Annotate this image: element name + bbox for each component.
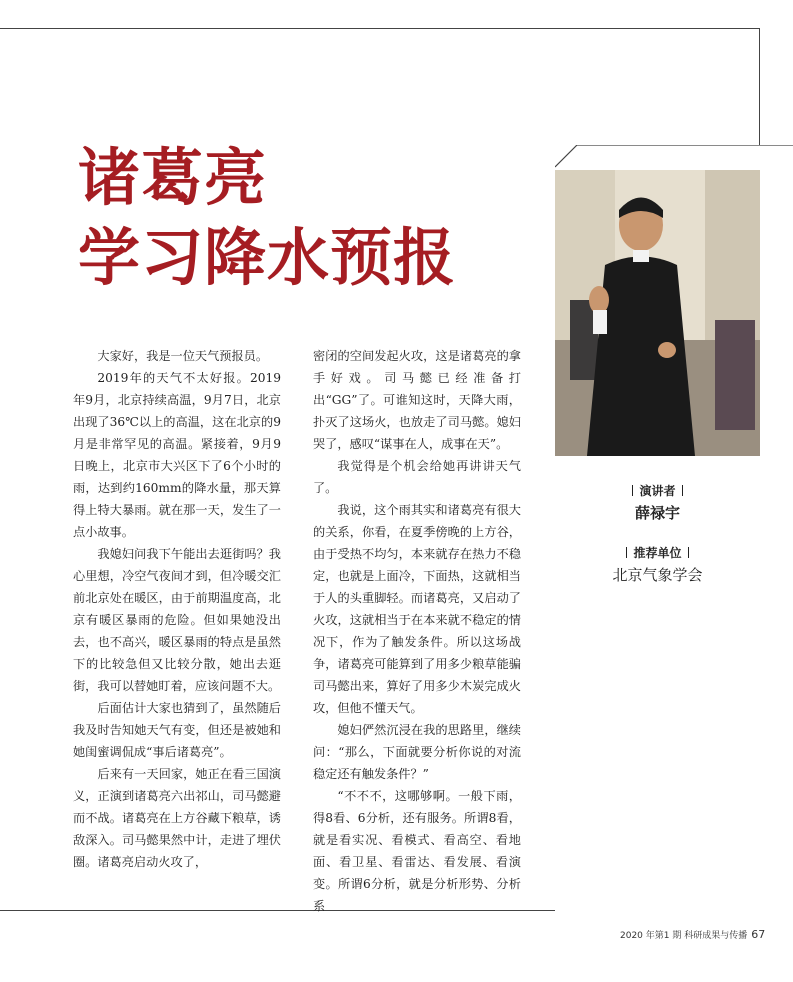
paragraph: 密闭的空间发起火攻，这是诸葛亮的拿手好戏。司马懿已经准备打出“GG”了。可谁知这时，天降大雨，扑灭了这场火，也放走了司马懿。媳妇哭了，感叹“谋事在人，成事在天”。 [313, 349, 521, 451]
article-title [78, 138, 456, 298]
speaker-name: 薛禄宇 [634, 504, 680, 522]
paragraph: 我媳妇问我下午能出去逛街吗？我心里想，冷空气夜间才到，但冷暖交汇前北京处在暖区，由于前期温度高，北京有暖区暴雨的危险。但如果她没出去，也不高兴，暖区暴雨的特点是虽然下的比较急但又比较分散，她出去逛街，我可以替她盯着，应该问题不大。 [73, 547, 281, 693]
org-label-text: 推荐单位 [633, 546, 682, 560]
left-column [73, 345, 281, 873]
page-number: 67 [751, 928, 766, 941]
paragraph: 后面估计大家也猜到了，虽然随后我及时告知她天气有变，但还是被她和她闺蜜调侃成“事后诸葛亮”。 [73, 701, 281, 759]
paragraph: 我说，这个雨其实和诸葛亮有很大的关系，你看，在夏季傍晚的上方谷，由于受热不均匀，本来就存在热力不稳定，也就是上面冷，下面热，这就相当于人的头重脚轻。而诸葛亮，又启动了火攻，这就相当于在本来就不稳定的情况下，作为了触发条件。所以这场战争，诸葛亮可能算到了用多少粮草能骗司马懿出来，算好了用多少木炭完成火攻，但他不懂天气。 [313, 503, 521, 715]
speaker-label [555, 480, 760, 499]
frame-top-rule [0, 28, 760, 29]
speaker-photo-illustration [555, 170, 760, 456]
paragraph: 媳妇俨然沉浸在我的思路里，继续问：“那么，下面就要分析你说的对流稳定还有触发条件？” [313, 723, 521, 781]
speaker-photo [555, 170, 760, 456]
speaker-label-text: 演讲者 [639, 484, 676, 498]
paragraph: 后来有一天回家，她正在看三国演义，正演到诸葛亮六出祁山，司马懿避而不战。诸葛亮在上方谷藏下粮草，诱敌深入。司马懿果然中计，走进了埋伏圈。诸葛亮启动火攻了， [73, 767, 281, 869]
issue-info: 2020 年第1 期 科研成果与传播 [620, 931, 748, 941]
page-footer [620, 928, 765, 941]
paragraph: 大家好，我是一位天气预报员。 [97, 349, 269, 363]
title-line-2: 学习降水预报 [78, 221, 457, 294]
org-name: 北京气象学会 [612, 566, 703, 584]
paragraph: 我觉得是个机会给她再讲讲天气了。 [313, 459, 521, 495]
paragraph: “不不不，这哪够啊。一般下雨，得8看、6分析，还有服务。所谓8看，就是看实况、看模式、看高空、看地面、看卫星、看雷达、看发展、看演变。所谓6分析，就是分析形势、分析系 [313, 789, 521, 913]
org-label [555, 542, 760, 561]
paragraph: 2019年的天气不太好报。2019年9月，北京持续高温，9月7日，北京出现了36℃以上的高温，这在北京的9月是非常罕见的高温。紧接着，9月9日晚上，北京市大兴区下了6个小时的雨，达到约160mm的降水量，那天算得上特大暴雨。就在那一天，发生了一点小故事。 [73, 371, 281, 539]
right-column [313, 345, 521, 917]
title-line-1: 诸葛亮 [78, 141, 268, 214]
